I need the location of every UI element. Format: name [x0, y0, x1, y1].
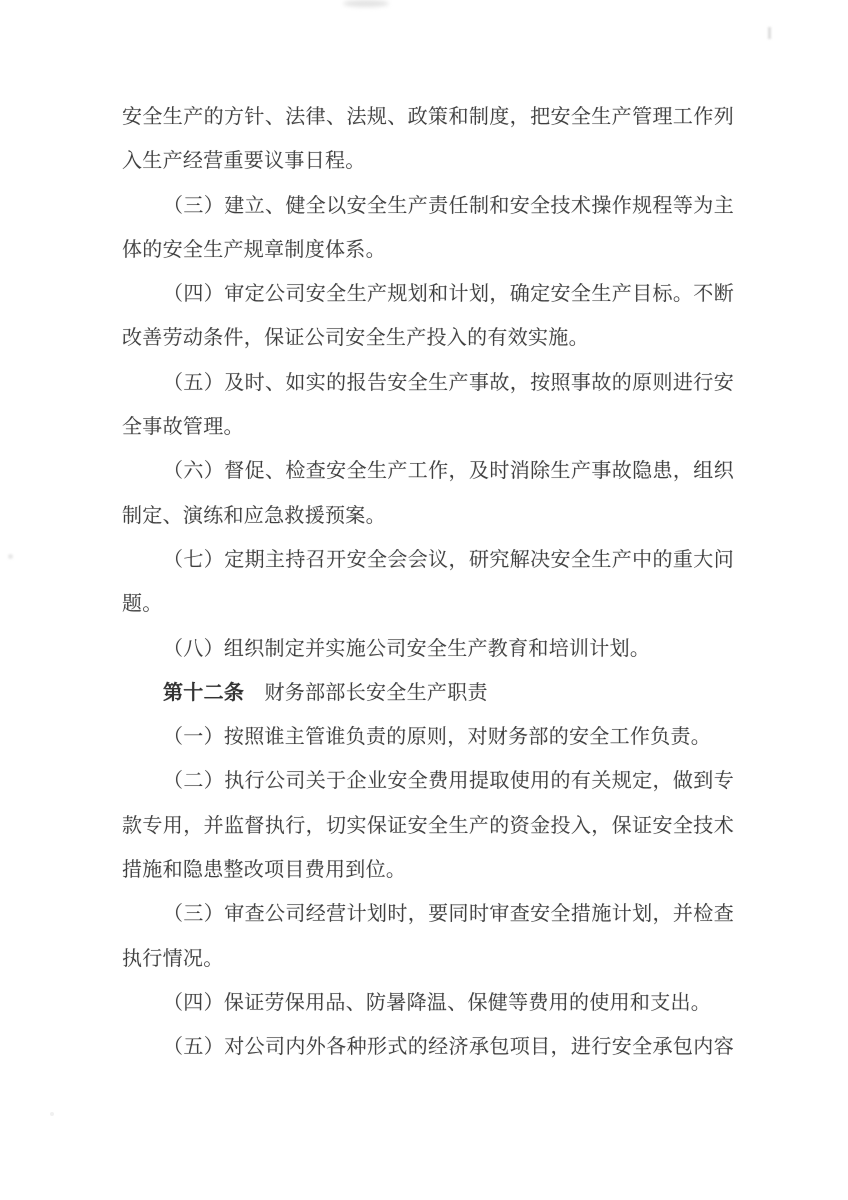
text-line: 全事故管理。 [122, 416, 244, 439]
text-line: （二）执行公司关于企业安全费用提取使用的有关规定，做到专 [163, 770, 734, 793]
text-line: （六）督促、检查安全生产工作，及时消除生产事故隐患，组织 [163, 460, 734, 483]
text-line: （三）建立、健全以安全生产责任制和安全技术操作规程等为主 [163, 194, 734, 217]
text-line: 改善劳动条件，保证公司安全生产投入的有效实施。 [122, 327, 589, 350]
text-line: （四）保证劳保用品、防暑降温、保健等费用的使用和支出。 [163, 991, 712, 1014]
text-line: 措施和隐患整改项目费用到位。 [122, 859, 407, 882]
text-line: （一）按照谁主管谁负责的原则，对财务部的安全工作负责。 [163, 726, 712, 749]
document-text-block [122, 95, 734, 1070]
text-line: 安全生产的方针、法律、法规、政策和制度，把安全生产管理工作列 [122, 106, 734, 128]
scan-speck-right [768, 27, 771, 39]
text-line: 体的安全生产规章制度体系。 [122, 238, 386, 261]
article-heading-line [122, 671, 734, 715]
text-line: （五）对公司内外各种形式的经济承包项目，进行安全承包内容 [163, 1036, 734, 1059]
article-number: 第十二条 [163, 681, 245, 704]
text-line: （八）组织制定并实施公司安全生产教育和培训计划。 [163, 637, 651, 660]
text-line: 制定、演练和应急救援预案。 [122, 504, 386, 527]
text-line: （四）审定公司安全生产规划和计划，确定安全生产目标。不断 [163, 283, 734, 306]
text-line: 款专用，并监督执行，切实保证安全生产的资金投入，保证安全技术 [122, 814, 734, 837]
scan-speck-bottom [50, 1112, 54, 1116]
text-line: （三）审查公司经营计划时，要同时审查安全措施计划，并检查 [163, 903, 734, 926]
text-line: 题。 [122, 593, 163, 616]
text-line: 执行情况。 [122, 947, 224, 970]
text-line: 入生产经营重要议事日程。 [122, 150, 366, 173]
article-title: 财务部部长安全生产职责 [244, 681, 488, 704]
text-line: （七）定期主持召开安全会会议，研究解决安全生产中的重大问 [163, 548, 734, 571]
text-line: （五）及时、如实的报告安全生产事故，按照事故的原则进行安 [163, 371, 734, 394]
scan-speck-left [8, 554, 13, 559]
scan-smudge-top [343, 0, 389, 7]
